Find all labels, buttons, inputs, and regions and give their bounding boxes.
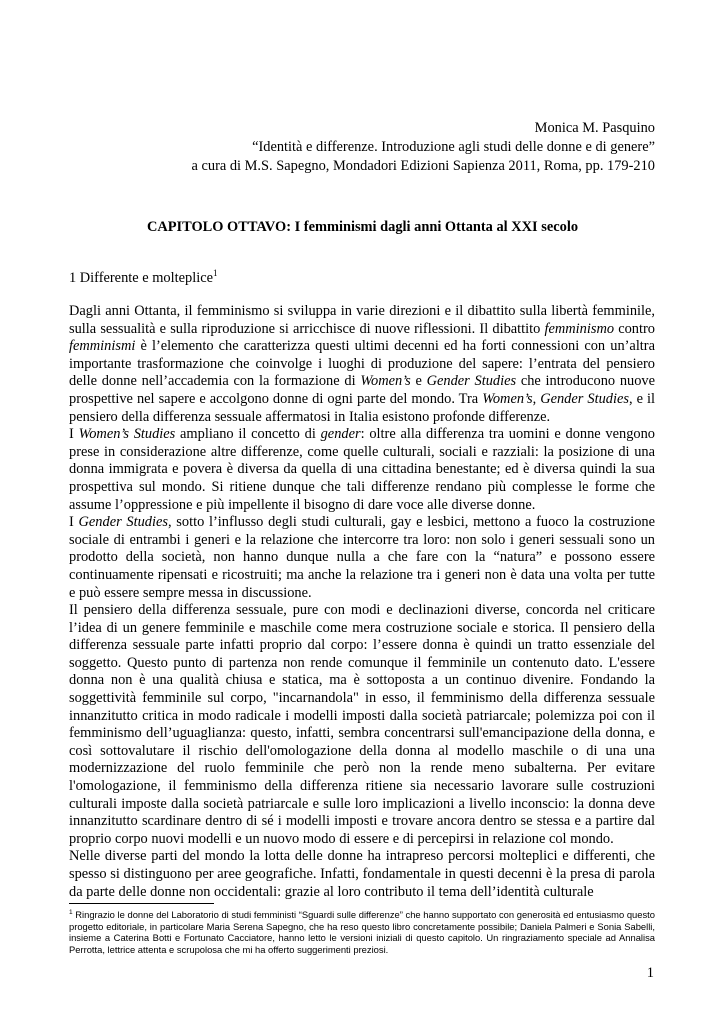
- italic-term: Gender Studies: [540, 390, 629, 407]
- italic-term: gender: [320, 426, 361, 443]
- text-run: contro: [614, 320, 655, 337]
- footnote: [69, 909, 655, 955]
- section-heading-text: 1 Differente e molteplice: [69, 270, 213, 286]
- text-run: ampliano il concetto di: [175, 426, 321, 443]
- page-number: 1: [646, 965, 654, 981]
- italic-term: Women’s Studies: [78, 426, 176, 443]
- paragraph-5: Nelle diverse parti del mondo la lotta delle donne ha intrapreso percorsi molteplici e differenti, che spesso si distinguono per aree geografiche. Infatti, fondamentale in questi decenni è la presa di parola da parte delle donne non occidentali: grazie al loro contributo il tema dell’identità culturale: [69, 848, 655, 900]
- footnote-text: Ringrazio le donne del Laboratorio di studi femministi “Sguardi sulle differenze” che hanno supportato con generosità ed entusiasmo questo progetto editoriale, in particolare Maria Serena Sapegno, che ha reso questo libro concretamente possibile; Daniela Palmeri e Sonia Sabelli, insieme a Caterina Botti e Fortunato Cacciatore, hanno letto le versioni iniziali di questo capitolo. Un ringraziamento speciale ad Annalisa Perrotta, lettrice attenta e scrupolosa che mi ha offerto suggerimenti preziosi.: [69, 909, 655, 955]
- text-run: , sotto l’influsso degli studi culturali, gay e lesbici, mettono a fuoco la costruzione sociale di entrambi i generi e la relazione che intercorre tra loro: non solo i generi sessuali sono un prodotto della società, non hanno dunque nulla a che fare con la “natura” e possono essere continuamente ripensati e ricostruiti; ma anche la relazione tra i generi non è data una volta per tutte e può essere sempre messa in discussione.: [69, 514, 656, 601]
- text-run: I: [69, 426, 79, 443]
- edition-info: a cura di M.S. Sapegno, Mondadori Edizioni Sapienza 2011, Roma, pp. 179-210: [191, 157, 655, 174]
- text-run: I: [69, 514, 79, 531]
- italic-term: Gender Studies: [78, 514, 168, 531]
- footnote-marker: 1: [69, 908, 73, 916]
- citation-header: [95, 119, 655, 175]
- text-run: e: [410, 373, 427, 390]
- footnote-reference[interactable]: 1: [212, 268, 218, 279]
- italic-term: femminismo: [544, 320, 615, 337]
- italic-term: femminismi: [69, 338, 136, 355]
- text-run: , e il pensiero della differenza sessuale affermatosi in Italia esistono profonde differenze.: [69, 390, 655, 425]
- text-run: che introducono nuove prospettive nel sapere e accolgono donne di ogni parte del mondo. Tra: [69, 373, 655, 407]
- author-name: Monica M. Pasquino: [534, 120, 655, 136]
- paragraph-2: [69, 426, 655, 514]
- paragraph-4: Il pensiero della differenza sessuale, pure con modi e declinazioni diverse, concorda nel criticare l’idea di un genere femminile e maschile come mera costruzione sociale e storica. Il pensiero della differenza sessuale parte infatti proprio dal corpo: l’essere donna è quindi un tratto essenziale del soggetto. Questo punto di partenza non rende comunque il femminile un contenuto dato. L'essere donna non è una qualità chiusa e statica, ma è sottoposta a un continuo divenire. Fondando la soggettività femminile sul corpo, "incarnandola" in esso, il femminismo della differenza sessuale innanzitutto critica in modo radicale i modelli imposti dalla società patriarcale; polemizza poi con il femminismo dell’uguaglianza: questo, infatti, sembra concentrarsi sull'emancipazione della donna, e così sottovalutare il rischio dell'omologazione della donna al modello maschile o di una una modernizzazione del ruolo femminile che però non la rende meno subalterna. Per evitare l'omologazione, il femminismo della differenza ritiene sia necessario lavorare sulle costruzioni culturali imposte dalla società patriarcale e sulle loro implicazioni a livello inconscio: la donna deve innanzitutto scardinare dentro di sé i modelli imposti e trovare ancora dentro se stessa e a partire dal proprio corpo nuovi modelli e un nuovo modo di essere e di percepirsi in relazione col mondo.: [69, 602, 655, 847]
- text-run: : oltre alla differenza tra uomini e donne vengono prese in considerazione altre differenze, come quelle culturali, sociali e razziali: la posizione di una donna immigrata e povera è diversa da quella di una cittadina benestante; ed è diversa quindi la sua prospettiva sul mondo. Si ritiene dunque che tali differenze rendano più complesse le forme che assume l’oppressione e più impellente il bisogno di dare voce alle diverse donne.: [69, 426, 655, 513]
- italic-term: Women’s: [482, 390, 533, 407]
- italic-term: Gender Studies: [426, 373, 517, 390]
- paragraph-3: [69, 514, 655, 602]
- text-run: ,: [532, 390, 541, 407]
- text-run: Dagli anni Ottanta, il femminismo si sviluppa in varie direzioni e il dibattito sulla libertà femminile, sulla sessualità e sulla riproduzione si arricchisce di nuove riflessioni. Il dibattito: [69, 303, 655, 337]
- footnote-divider: [69, 903, 214, 904]
- text-run: è l’elemento che caratterizza questi ultimi decenni ed ha forti connessioni con un’altra importante trasformazione che coinvolge i luoghi di produzione del sapere: l’entrata del pensiero delle donne nell’accademia con la formazione di: [69, 338, 655, 390]
- paragraph-1: [69, 303, 655, 426]
- italic-term: Women’s: [360, 373, 411, 390]
- body-text: [69, 303, 655, 901]
- book-title: “Identità e differenze. Introduzione agli studi delle donne e di genere”: [252, 138, 655, 155]
- section-heading: [69, 270, 217, 287]
- chapter-title: CAPITOLO OTTAVO: I femminismi dagli anni Ottanta al XXI secolo: [146, 219, 579, 235]
